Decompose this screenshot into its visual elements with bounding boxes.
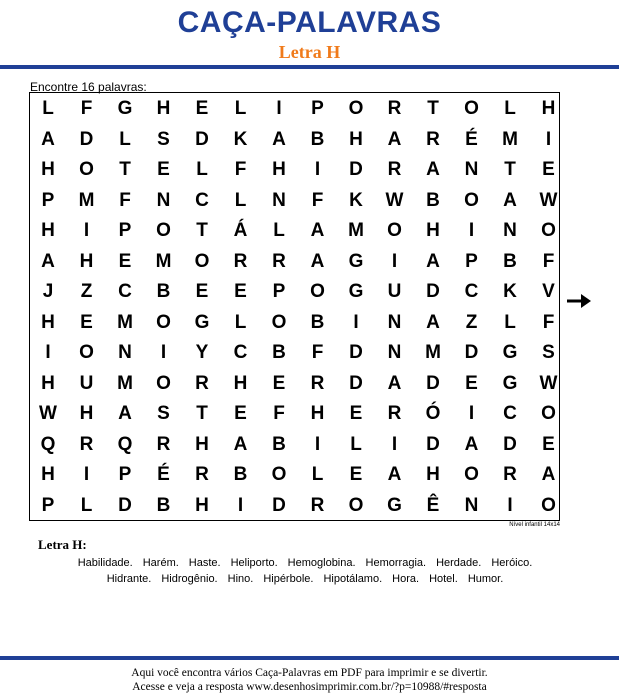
grid-cell: M bbox=[155, 250, 172, 272]
grid-cell: I bbox=[353, 311, 359, 333]
grid-cell: T bbox=[119, 159, 131, 180]
grid-cell: M bbox=[348, 220, 364, 241]
grid-cell: A bbox=[464, 433, 479, 455]
grid-cell: E bbox=[465, 372, 478, 394]
grid-cell: G bbox=[502, 342, 518, 363]
grid-cell: B bbox=[310, 128, 325, 150]
grid-cell: S bbox=[542, 342, 555, 363]
grid-cell: A bbox=[233, 433, 248, 455]
word-item: Hora. bbox=[392, 573, 420, 585]
grid-cell: A bbox=[310, 220, 325, 241]
grid-cell: Y bbox=[195, 342, 209, 363]
grid-cell: C bbox=[118, 281, 132, 302]
grid-cell: A bbox=[541, 464, 556, 485]
grid-cell: L bbox=[504, 98, 516, 119]
grid-cell: R bbox=[195, 464, 209, 485]
grid-cell: D bbox=[426, 433, 440, 455]
word-item: Hemoglobina. bbox=[287, 557, 356, 569]
grid-cell: H bbox=[156, 98, 171, 119]
grid-cell: N bbox=[503, 220, 517, 241]
grid-cell: H bbox=[349, 128, 363, 150]
grid-cell: L bbox=[42, 98, 54, 119]
grid-cell: O bbox=[310, 281, 325, 302]
grid-cell: D bbox=[118, 494, 132, 516]
word-item: Heliporto. bbox=[230, 557, 278, 569]
grid-cell: E bbox=[195, 281, 209, 302]
grid-cell: P bbox=[118, 464, 132, 485]
grid-cell: P bbox=[41, 189, 55, 211]
letter-grid bbox=[29, 92, 560, 521]
grid-cell: E bbox=[234, 403, 247, 424]
grid-cell: A bbox=[41, 250, 55, 272]
grid-cell: W bbox=[539, 372, 558, 394]
grid-cell: A bbox=[387, 372, 402, 394]
grid-cell: J bbox=[42, 281, 54, 302]
grid-cell: L bbox=[234, 311, 247, 333]
grid-cell: E bbox=[234, 281, 247, 302]
grid-cell: Q bbox=[40, 433, 56, 455]
grid-cell: T bbox=[504, 159, 516, 180]
grid-cell: D bbox=[79, 128, 94, 150]
word-item: Hipotálamo. bbox=[323, 573, 383, 585]
grid-cell: F bbox=[119, 189, 131, 211]
grid-cell: O bbox=[541, 220, 556, 241]
grid-cell: H bbox=[272, 159, 286, 180]
grid-cell: H bbox=[195, 494, 209, 516]
grid-cell: H bbox=[41, 464, 55, 485]
grid-cell: R bbox=[310, 372, 325, 394]
grid-cell: A bbox=[387, 128, 402, 150]
grid-cell: B bbox=[233, 464, 248, 485]
grid-cell: W bbox=[385, 189, 404, 211]
grid-cell: U bbox=[79, 372, 94, 394]
grid-cell: E bbox=[542, 433, 555, 455]
grid-cell: O bbox=[541, 403, 556, 424]
grid-cell: G bbox=[348, 281, 364, 302]
grid-cell: P bbox=[311, 98, 324, 119]
grid-cell: Q bbox=[117, 433, 133, 455]
grid-cell: D bbox=[426, 281, 440, 302]
level-label: Nível infantil 14x14 bbox=[509, 522, 560, 528]
grid-cell: R bbox=[387, 403, 402, 424]
grid-cell: A bbox=[310, 250, 325, 272]
grid-cell: W bbox=[39, 403, 57, 424]
grid-cell: I bbox=[468, 220, 475, 241]
instruction-text: Encontre 16 palavras: bbox=[30, 80, 147, 94]
footer-line-2: Acesse e veja a resposta www.desenhosimprimir.com.br/?p=10988/#resposta bbox=[132, 681, 487, 693]
grid-cell: A bbox=[41, 128, 55, 150]
grid-cell: D bbox=[349, 342, 363, 363]
grid-cell: W bbox=[539, 189, 558, 211]
grid-cell: F bbox=[273, 403, 285, 424]
arrow-right-icon bbox=[565, 289, 593, 313]
grid-cell: É bbox=[157, 464, 170, 485]
grid-cell: R bbox=[387, 159, 402, 180]
grid-cell: O bbox=[79, 342, 94, 363]
word-item: Harém. bbox=[142, 557, 179, 569]
grid-cell: F bbox=[311, 342, 324, 363]
grid-cell: N bbox=[387, 342, 402, 363]
grid-cell: E bbox=[118, 250, 132, 272]
grid-cell: G bbox=[502, 372, 518, 394]
grid-cell: E bbox=[80, 311, 93, 333]
grid-cell: O bbox=[271, 464, 287, 485]
grid-cell: O bbox=[156, 372, 171, 394]
grid-cell: S bbox=[157, 403, 170, 424]
grid-cell: A bbox=[118, 403, 132, 424]
grid-cell: É bbox=[465, 128, 478, 150]
grid-cell: I bbox=[276, 98, 282, 119]
grid-cell: A bbox=[272, 128, 286, 150]
word-list-line-1 bbox=[40, 557, 570, 569]
grid-cell: B bbox=[272, 342, 286, 363]
grid-cell: D bbox=[464, 342, 479, 363]
bottom-divider bbox=[0, 656, 619, 660]
grid-cell: C bbox=[464, 281, 479, 302]
grid-cell: E bbox=[157, 159, 170, 180]
grid-cell: D bbox=[426, 372, 440, 394]
grid-cell: M bbox=[425, 342, 441, 363]
grid-cell: N bbox=[387, 311, 402, 333]
grid-cell: Á bbox=[233, 220, 248, 241]
word-item: Hidrogênio. bbox=[161, 573, 218, 585]
grid-cell: F bbox=[542, 311, 555, 333]
grid-cell: C bbox=[195, 189, 209, 211]
grid-cell: O bbox=[271, 311, 287, 333]
grid-cell: O bbox=[348, 98, 364, 119]
grid-cell: M bbox=[78, 189, 95, 211]
grid-cell: E bbox=[272, 372, 286, 394]
grid-cell: I bbox=[468, 403, 475, 424]
grid-cell: H bbox=[41, 159, 55, 180]
grid-cell: L bbox=[504, 311, 516, 333]
word-item: Heróico. bbox=[491, 557, 533, 569]
grid-cell: R bbox=[387, 98, 402, 119]
grid-cell: Z bbox=[465, 311, 478, 333]
grid-cell: N bbox=[272, 189, 286, 211]
grid-cell: H bbox=[233, 372, 248, 394]
grid-cell: R bbox=[233, 250, 248, 272]
grid-cell: A bbox=[426, 311, 440, 333]
grid-cell: F bbox=[311, 189, 324, 211]
grid-cell: T bbox=[196, 220, 208, 241]
grid-cell: H bbox=[195, 433, 209, 455]
grid-cell: B bbox=[156, 281, 171, 302]
grid-cell: O bbox=[464, 98, 479, 119]
grid-cell: H bbox=[426, 464, 440, 485]
grid-cell: L bbox=[119, 128, 131, 150]
grid-cell: B bbox=[503, 250, 517, 272]
grid-cell: I bbox=[160, 342, 167, 363]
grid-cell: O bbox=[464, 189, 479, 211]
grid-cell: S bbox=[157, 128, 170, 150]
grid-cell: O bbox=[194, 250, 210, 272]
grid-cell: A bbox=[387, 464, 402, 485]
grid-cell: R bbox=[426, 128, 440, 150]
grid-cell: D bbox=[503, 433, 517, 455]
grid-cell: Z bbox=[80, 281, 93, 302]
grid-cell: B bbox=[272, 433, 286, 455]
grid-cell: B bbox=[426, 189, 440, 211]
grid-cell: L bbox=[196, 159, 208, 180]
word-item: Hino. bbox=[227, 573, 254, 585]
grid-cell: O bbox=[79, 159, 94, 180]
grid-cell: I bbox=[391, 250, 398, 272]
grid-cell: R bbox=[310, 494, 325, 516]
grid-cell: E bbox=[349, 403, 363, 424]
grid-cell: H bbox=[79, 250, 94, 272]
grid-cell: F bbox=[234, 159, 247, 180]
grid-cell: P bbox=[272, 281, 286, 302]
grid-cell: N bbox=[118, 342, 132, 363]
footer-line-1: Aqui você encontra vários Caça-Palavras em PDF para imprimir e se divertir. bbox=[131, 667, 488, 679]
grid-cell: G bbox=[387, 494, 402, 516]
grid-cell: C bbox=[503, 403, 517, 424]
grid-cell: M bbox=[117, 311, 133, 333]
grid-cell: N bbox=[464, 159, 479, 180]
grid-cell: U bbox=[387, 281, 402, 302]
grid-cell: G bbox=[117, 98, 133, 119]
word-item: Herdade. bbox=[436, 557, 482, 569]
word-item: Hidrante. bbox=[106, 573, 152, 585]
grid-cell: G bbox=[194, 311, 210, 333]
grid-cell: M bbox=[117, 372, 133, 394]
grid-cell: H bbox=[310, 403, 325, 424]
grid-cell: O bbox=[156, 311, 171, 333]
word-list-title: Letra H: bbox=[38, 537, 87, 552]
grid-cell: R bbox=[503, 464, 517, 485]
grid-cell: B bbox=[156, 494, 171, 516]
grid-cell: R bbox=[79, 433, 94, 455]
grid-cell: I bbox=[45, 342, 51, 363]
grid-cell: K bbox=[349, 189, 363, 211]
grid-cell: F bbox=[542, 250, 555, 272]
grid-cell: L bbox=[350, 433, 362, 455]
grid-cell: T bbox=[196, 403, 208, 424]
grid-cell: B bbox=[310, 311, 325, 333]
grid-cell: T bbox=[427, 98, 439, 119]
grid-cell: P bbox=[465, 250, 478, 272]
grid-cell: E bbox=[349, 464, 363, 485]
top-divider bbox=[0, 65, 619, 69]
word-item: Hemorragia. bbox=[365, 557, 427, 569]
grid-cell: L bbox=[234, 98, 247, 119]
grid-cell: H bbox=[41, 311, 55, 333]
grid-cell: I bbox=[237, 494, 244, 516]
grid-cell: H bbox=[426, 220, 440, 241]
grid-cell: R bbox=[272, 250, 286, 272]
grid-cell: A bbox=[426, 159, 440, 180]
word-item: Haste. bbox=[188, 557, 221, 569]
grid-cell: H bbox=[41, 372, 55, 394]
grid-cell: K bbox=[233, 128, 248, 150]
word-item: Hotel. bbox=[429, 573, 458, 585]
grid-cell: I bbox=[545, 128, 552, 150]
grid-cell: D bbox=[272, 494, 286, 516]
grid-cell: V bbox=[542, 281, 555, 302]
word-item: Humor. bbox=[467, 573, 504, 585]
grid-cell: O bbox=[156, 220, 171, 241]
grid-cell: I bbox=[314, 159, 321, 180]
page-subtitle: Letra H bbox=[278, 42, 341, 62]
grid-cell: P bbox=[118, 220, 132, 241]
word-list-line-2 bbox=[40, 573, 570, 585]
grid-cell: O bbox=[348, 494, 364, 516]
grid-cell: O bbox=[541, 494, 556, 516]
grid-cell: Ê bbox=[426, 494, 440, 516]
grid-cell: I bbox=[507, 494, 513, 516]
grid-cell: R bbox=[156, 433, 171, 455]
grid-cell: E bbox=[195, 98, 209, 119]
grid-cell: R bbox=[195, 372, 209, 394]
grid-cell: D bbox=[349, 159, 363, 180]
grid-cell: O bbox=[387, 220, 402, 241]
grid-cell: G bbox=[348, 250, 364, 272]
grid-cell: K bbox=[503, 281, 517, 302]
grid-cell: Ó bbox=[425, 403, 441, 424]
grid-cell: N bbox=[464, 494, 479, 516]
grid-cell: I bbox=[391, 433, 398, 455]
grid-cell: H bbox=[41, 220, 55, 241]
grid-cell: L bbox=[234, 189, 247, 211]
grid-cell: A bbox=[503, 189, 517, 211]
page-title: CAÇA-PALAVRAS bbox=[177, 6, 442, 39]
grid-cell: I bbox=[83, 464, 90, 485]
grid-cell: N bbox=[156, 189, 171, 211]
grid-cell: F bbox=[80, 98, 93, 119]
grid-cell: D bbox=[349, 372, 363, 394]
grid-cell: M bbox=[502, 128, 518, 150]
grid-cell: O bbox=[464, 464, 479, 485]
word-item: Habilidade. bbox=[77, 557, 133, 569]
word-item: Hipérbole. bbox=[263, 573, 314, 585]
grid-cell: C bbox=[233, 342, 248, 363]
grid-cell: A bbox=[426, 250, 440, 272]
grid-cell: P bbox=[41, 494, 55, 516]
grid-cell: L bbox=[311, 464, 324, 485]
grid-cell: I bbox=[314, 433, 321, 455]
grid-cell: H bbox=[79, 403, 94, 424]
grid-cell: L bbox=[80, 494, 93, 516]
grid-cell: D bbox=[195, 128, 209, 150]
grid-cell: E bbox=[542, 159, 555, 180]
grid-cell: H bbox=[541, 98, 556, 119]
grid-cell: L bbox=[273, 220, 285, 241]
grid-cell: I bbox=[83, 220, 90, 241]
